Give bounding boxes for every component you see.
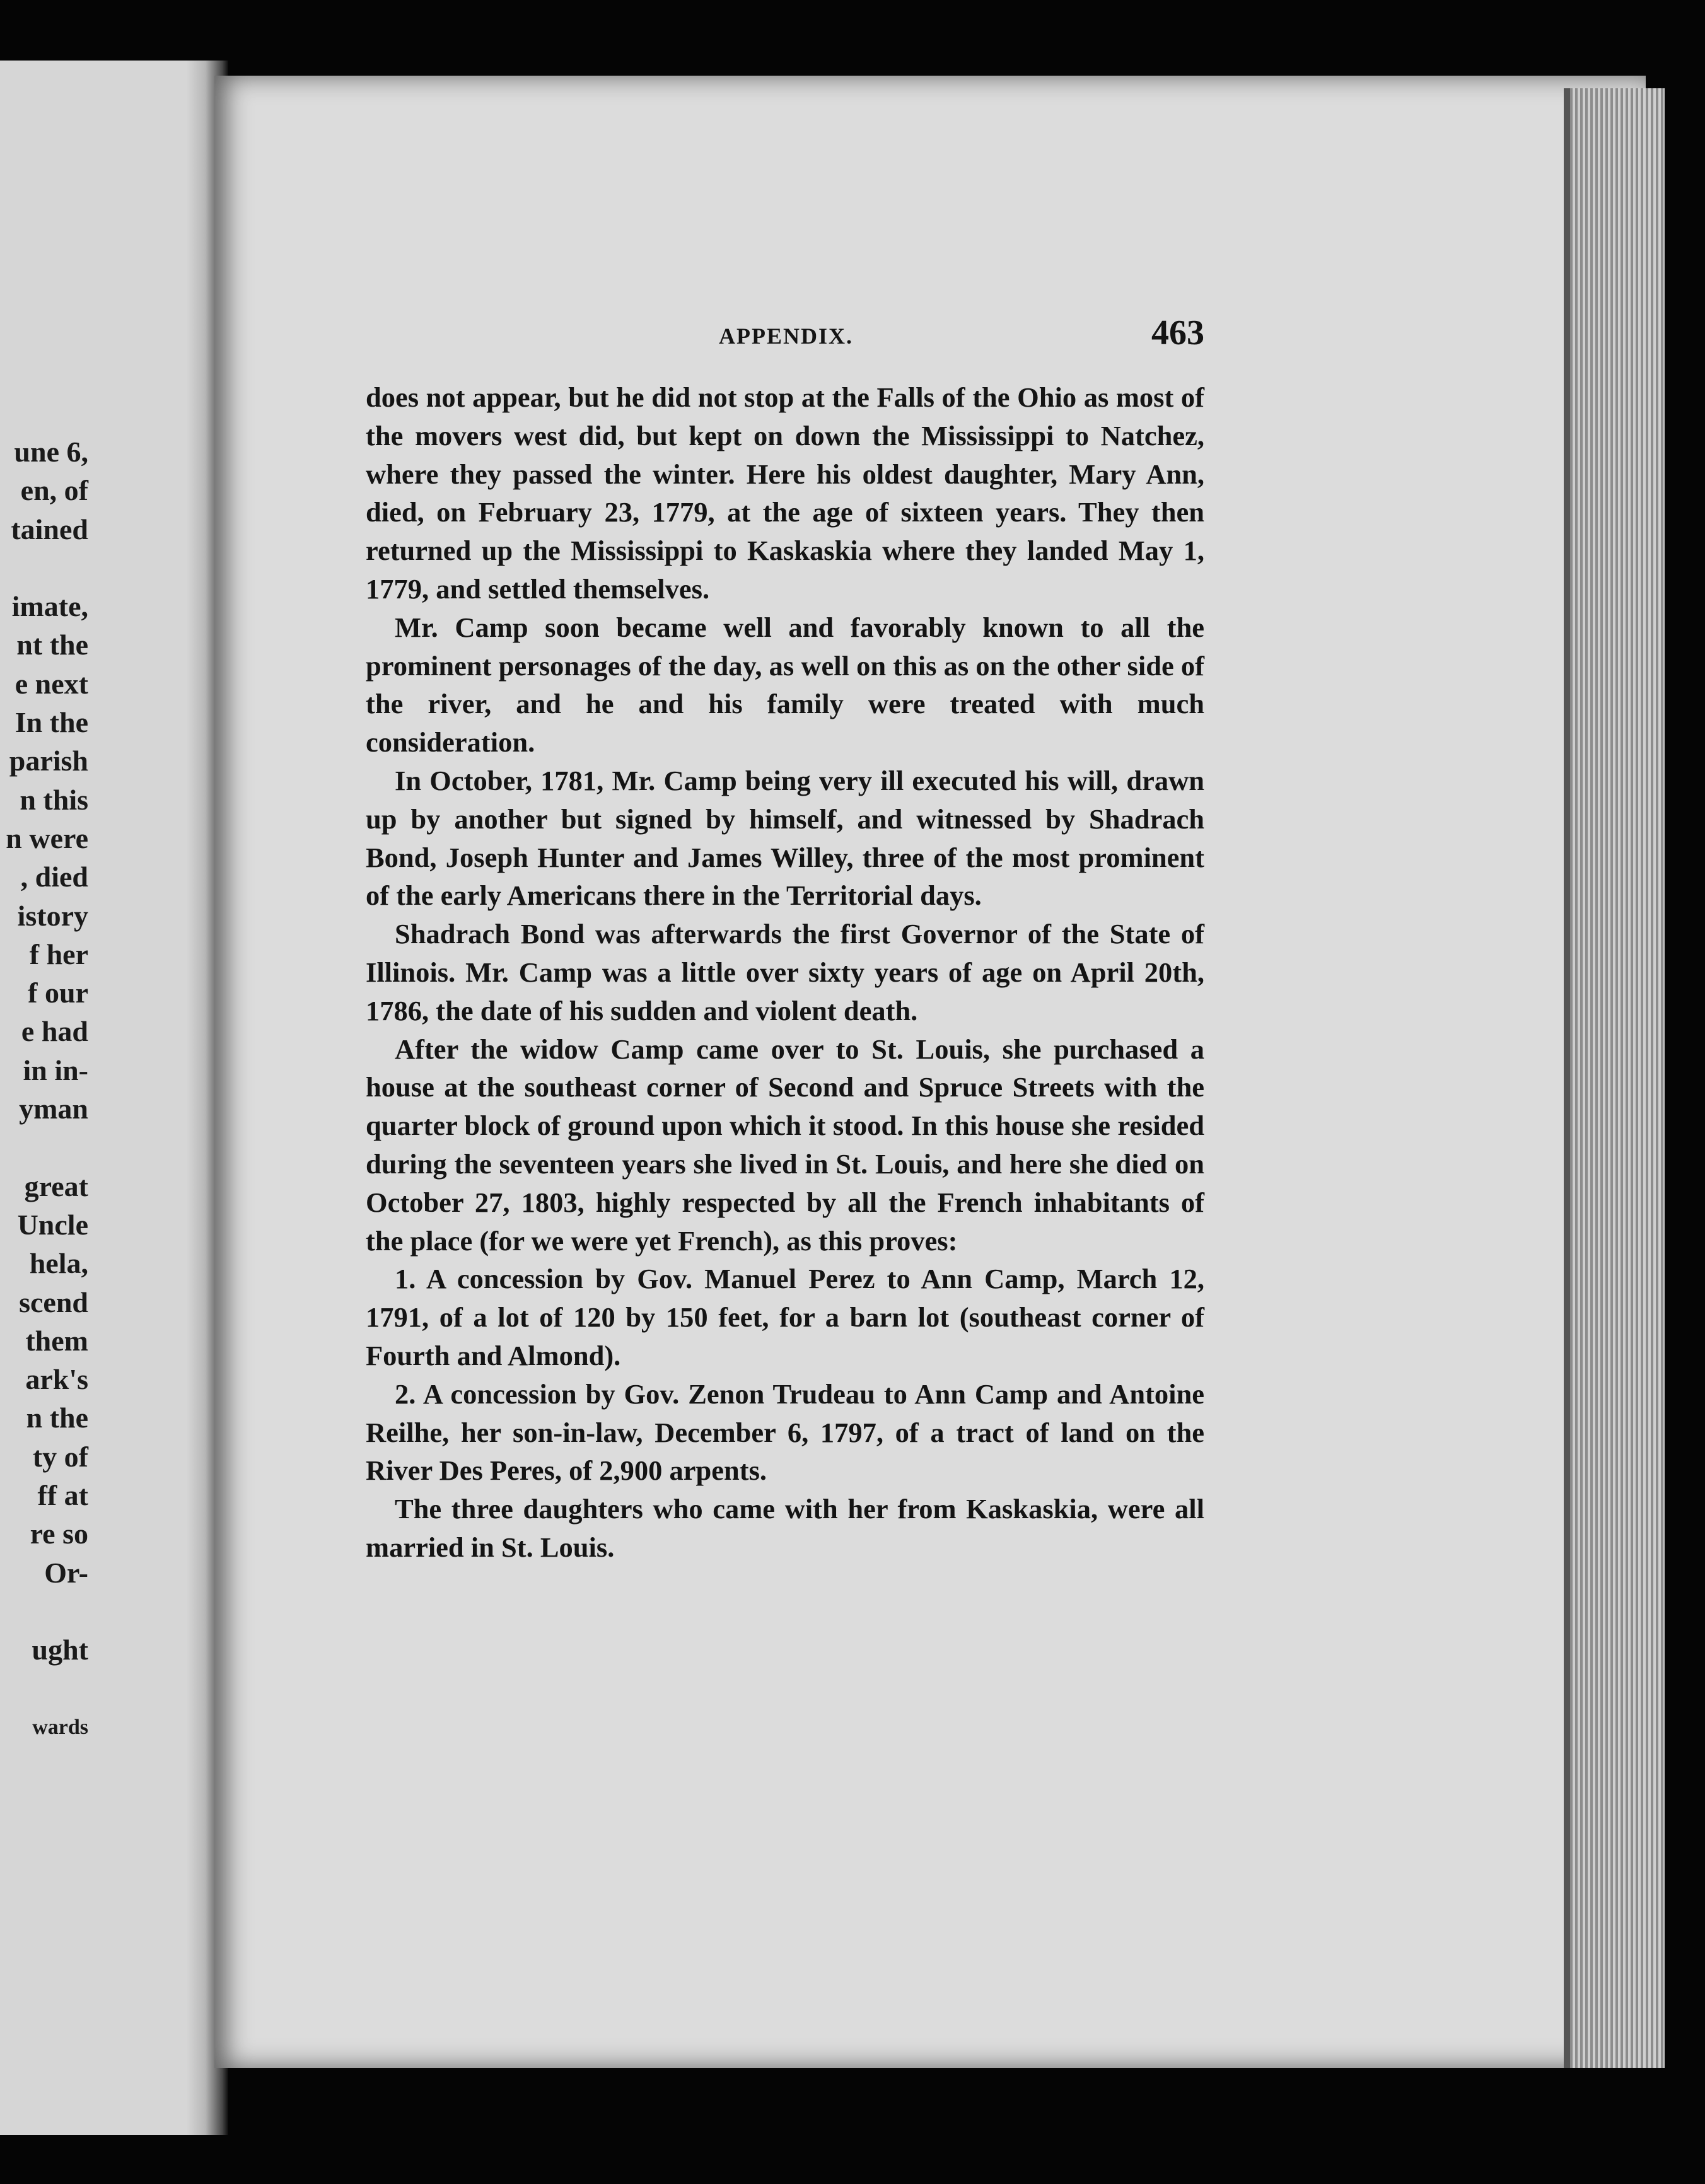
facing-page-line: Uncle [17,1208,88,1241]
facing-page-line: ught [32,1634,88,1666]
facing-page-line: hela, [29,1247,88,1280]
facing-page-line: f her [29,938,88,970]
facing-page-line: tained [11,513,88,545]
facing-page-line: ff at [37,1479,88,1512]
facing-page-line: nt the [16,629,88,661]
facing-page-line: n were [6,822,88,854]
facing-page-line: istory [17,899,88,932]
facing-page-line: Or- [44,1556,88,1589]
paragraph: 1. A concession by Gov. Manuel Perez to Ann Camp, March 12, 1791, of a lot of 120 by 150 feet, for a barn lot (southeast corner of Fourth and Almond). [366,1263,1204,1371]
facing-page-line [0,1128,88,1166]
facing-page-line: imate, [11,590,88,623]
body-text [366,378,1204,1567]
facing-page-line [0,1592,88,1630]
paragraph: Shadrach Bond was afterwards the first Governor of the State of Illinois. Mr. Camp was a little over sixty years of age on April 20th, 1786, the date of his sudden and violent death. [366,918,1204,1026]
facing-page-line: great [24,1170,88,1202]
facing-page-line: n this [20,783,88,816]
facing-page-line: scend [19,1286,88,1318]
facing-page-line: une 6, [14,436,88,468]
running-head [366,309,1204,378]
facing-page-line: re so [30,1518,88,1550]
paragraph: Mr. Camp soon became well and favorably known to all the prominent personages of the day, as well on this as on the other side of the river, and he and his family were treated with much consideration. [366,611,1204,758]
facing-page-line: In the [15,706,88,739]
facing-page-line [0,549,88,587]
paragraph: 2. A concession by Gov. Zenon Trudeau to Ann Camp and Antoine Reilhe, her son-in-law, December 6, 1797, of a tract of land on the River Des Peres, of 2,900 arpents. [366,1378,1204,1487]
facing-page-line: f our [28,977,88,1009]
paragraph: does not appear, but he did not stop at the Falls of the Ohio as most of the movers west did, but kept on down the Mississippi to Natchez, where they passed the winter. Here his oldest daughter, Mary Ann, died, on February 23, 1779, at the age of sixteen years. They then returned up the Mississippi to Kaskaskia where they landed May 1, 1779, and settled themselves. [366,381,1204,605]
facing-page-line: , died [20,861,88,893]
facing-page-line: them [25,1324,88,1357]
running-head-title: APPENDIX. [719,323,853,349]
facing-page-line: yman [19,1093,88,1125]
page-number: 463 [1151,313,1204,352]
facing-page-line: e next [15,667,88,700]
facing-page-line: ark's [25,1363,88,1396]
facing-page-text [0,433,88,1746]
facing-page-line: e had [21,1015,88,1048]
facing-page-line: parish [9,745,88,777]
facing-page-line: in in- [23,1054,88,1086]
paragraph: The three daughters who came with her from Kaskaskia, were all married in St. Louis. [366,1493,1204,1563]
facing-page-line: en, of [20,474,88,507]
paragraph: After the widow Camp came over to St. Louis, she purchased a house at the southeast corner of Second and Spruce Streets with the quarter block of ground upon which it stood. In this house she resided during the seventeen years she lived in St. Louis, and here she died on October 27, 1803, highly respected by all the French inhabitants of the place (for we were yet French), as this proves: [366,1033,1204,1257]
paragraph: In October, 1781, Mr. Camp being very ill executed his will, drawn up by another but signed by himself, and witnessed by Shadrach Bond, Joseph Hunter and James Willey, three of the most prominent of the early Americans there in the Territorial days. [366,764,1204,912]
facing-page-line: wards [32,1715,88,1739]
page-content [366,309,1204,1567]
facing-page-line: ty of [32,1440,88,1473]
page-edges [1564,88,1665,2068]
facing-page-line: n the [26,1402,88,1434]
facing-page-line [0,1670,88,1708]
